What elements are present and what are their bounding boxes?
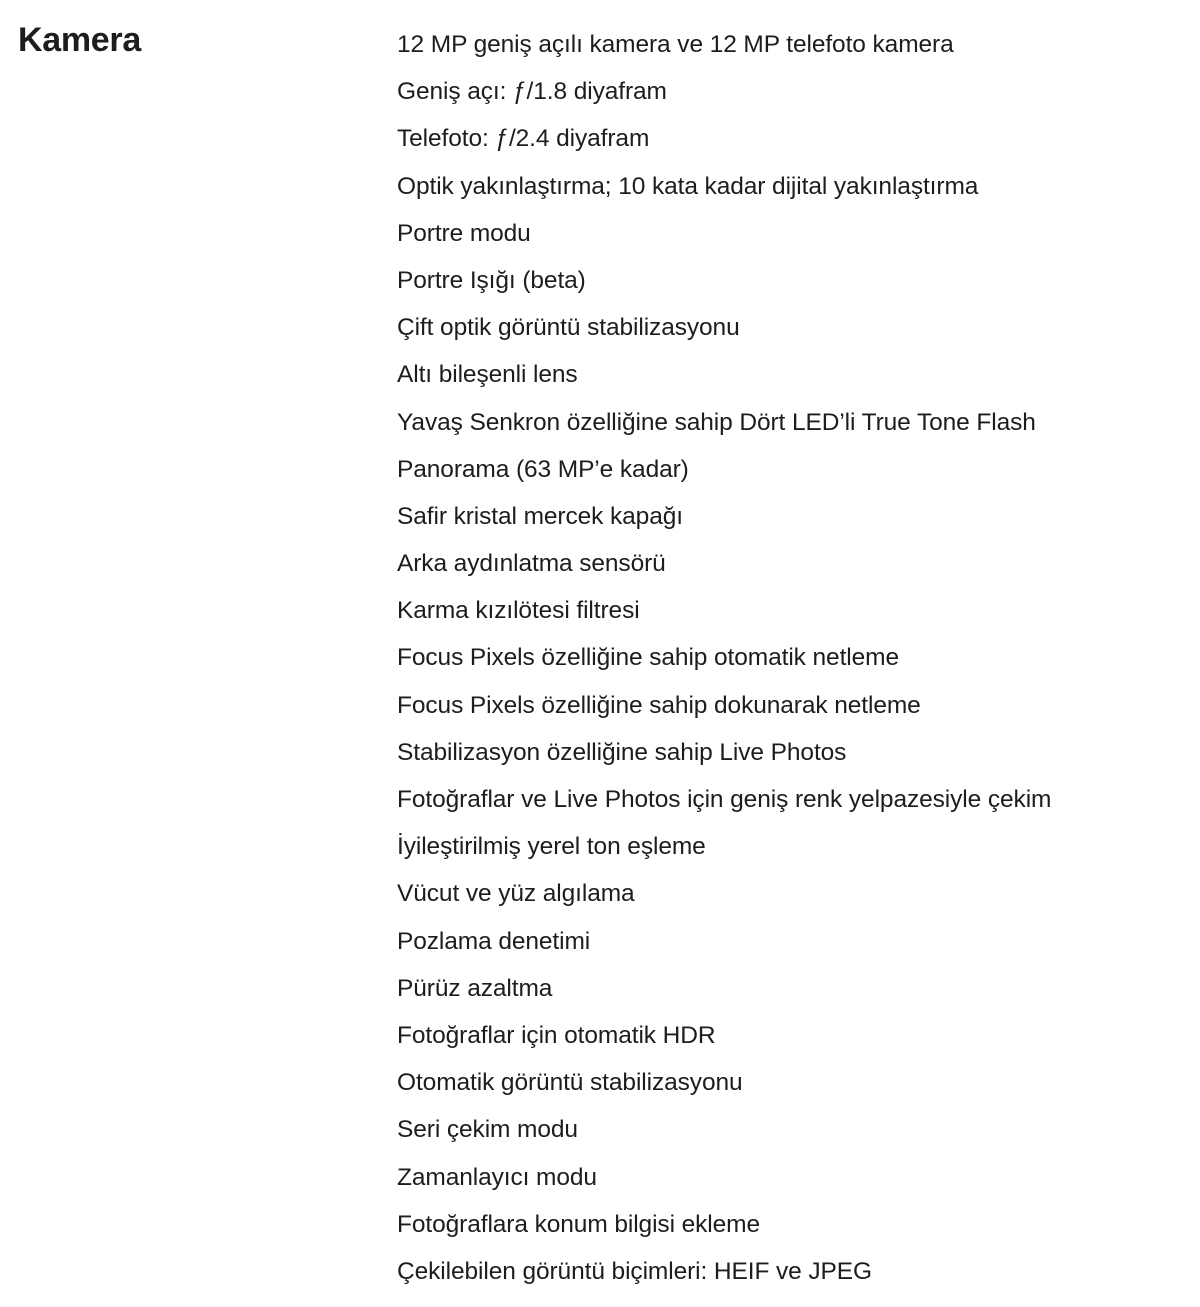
spec-item: Çekilebilen görüntü biçimleri: HEIF ve JPEG: [397, 1257, 872, 1285]
spec-item: Zamanlayıcı modu: [397, 1163, 597, 1191]
spec-item: Geniş açı: ƒ/1.8 diyafram: [397, 78, 667, 106]
spec-item: Fotoğraflar için otomatik HDR: [397, 1021, 716, 1049]
spec-item: Safir kristal mercek kapağı: [397, 502, 683, 530]
spec-item: Focus Pixels özelliğine sahip dokunarak netleme: [397, 691, 921, 719]
spec-item: Altı bileşenli lens: [397, 361, 578, 389]
spec-item: Telefoto: ƒ/2.4 diyafram: [397, 125, 650, 153]
spec-item: 12 MP geniş açılı kamera ve 12 MP telefoto kamera: [397, 31, 954, 58]
spec-item: Portre Işığı (beta): [397, 266, 586, 294]
spec-item: Seri çekim modu: [397, 1116, 578, 1144]
spec-item: Arka aydınlatma sensörü: [397, 550, 666, 578]
spec-item: Stabilizasyon özelliğine sahip Live Photos: [397, 738, 847, 766]
spec-item: Focus Pixels özelliğine sahip otomatik netleme: [397, 644, 899, 672]
spec-item: Optik yakınlaştırma; 10 kata kadar dijital yakınlaştırma: [397, 172, 979, 200]
spec-item: Fotoğraflar ve Live Photos için geniş renk yelpazesiyle çekim: [397, 786, 1052, 813]
spec-item: Çift optik görüntü stabilizasyonu: [397, 314, 740, 342]
camera-spec-list: [397, 26, 1051, 1300]
spec-item: Pozlama denetimi: [397, 927, 591, 955]
spec-item: Yavaş Senkron özelliğine sahip Dört LED’li True Tone Flash: [397, 408, 1036, 436]
spec-item: Pürüz azaltma: [397, 974, 553, 1002]
spec-item: Portre modu: [397, 219, 531, 247]
spec-item: Karma kızılötesi filtresi: [397, 597, 640, 625]
spec-item: Vücut ve yüz algılama: [397, 880, 635, 908]
spec-item: Panorama (63 MP’e kadar): [397, 455, 689, 483]
spec-item: Otomatik görüntü stabilizasyonu: [397, 1069, 743, 1097]
spec-item: İyileştirilmiş yerel ton eşleme: [397, 833, 706, 861]
spec-item: Fotoğraflara konum bilgisi ekleme: [397, 1210, 761, 1238]
section-title: Kamera: [18, 21, 141, 59]
